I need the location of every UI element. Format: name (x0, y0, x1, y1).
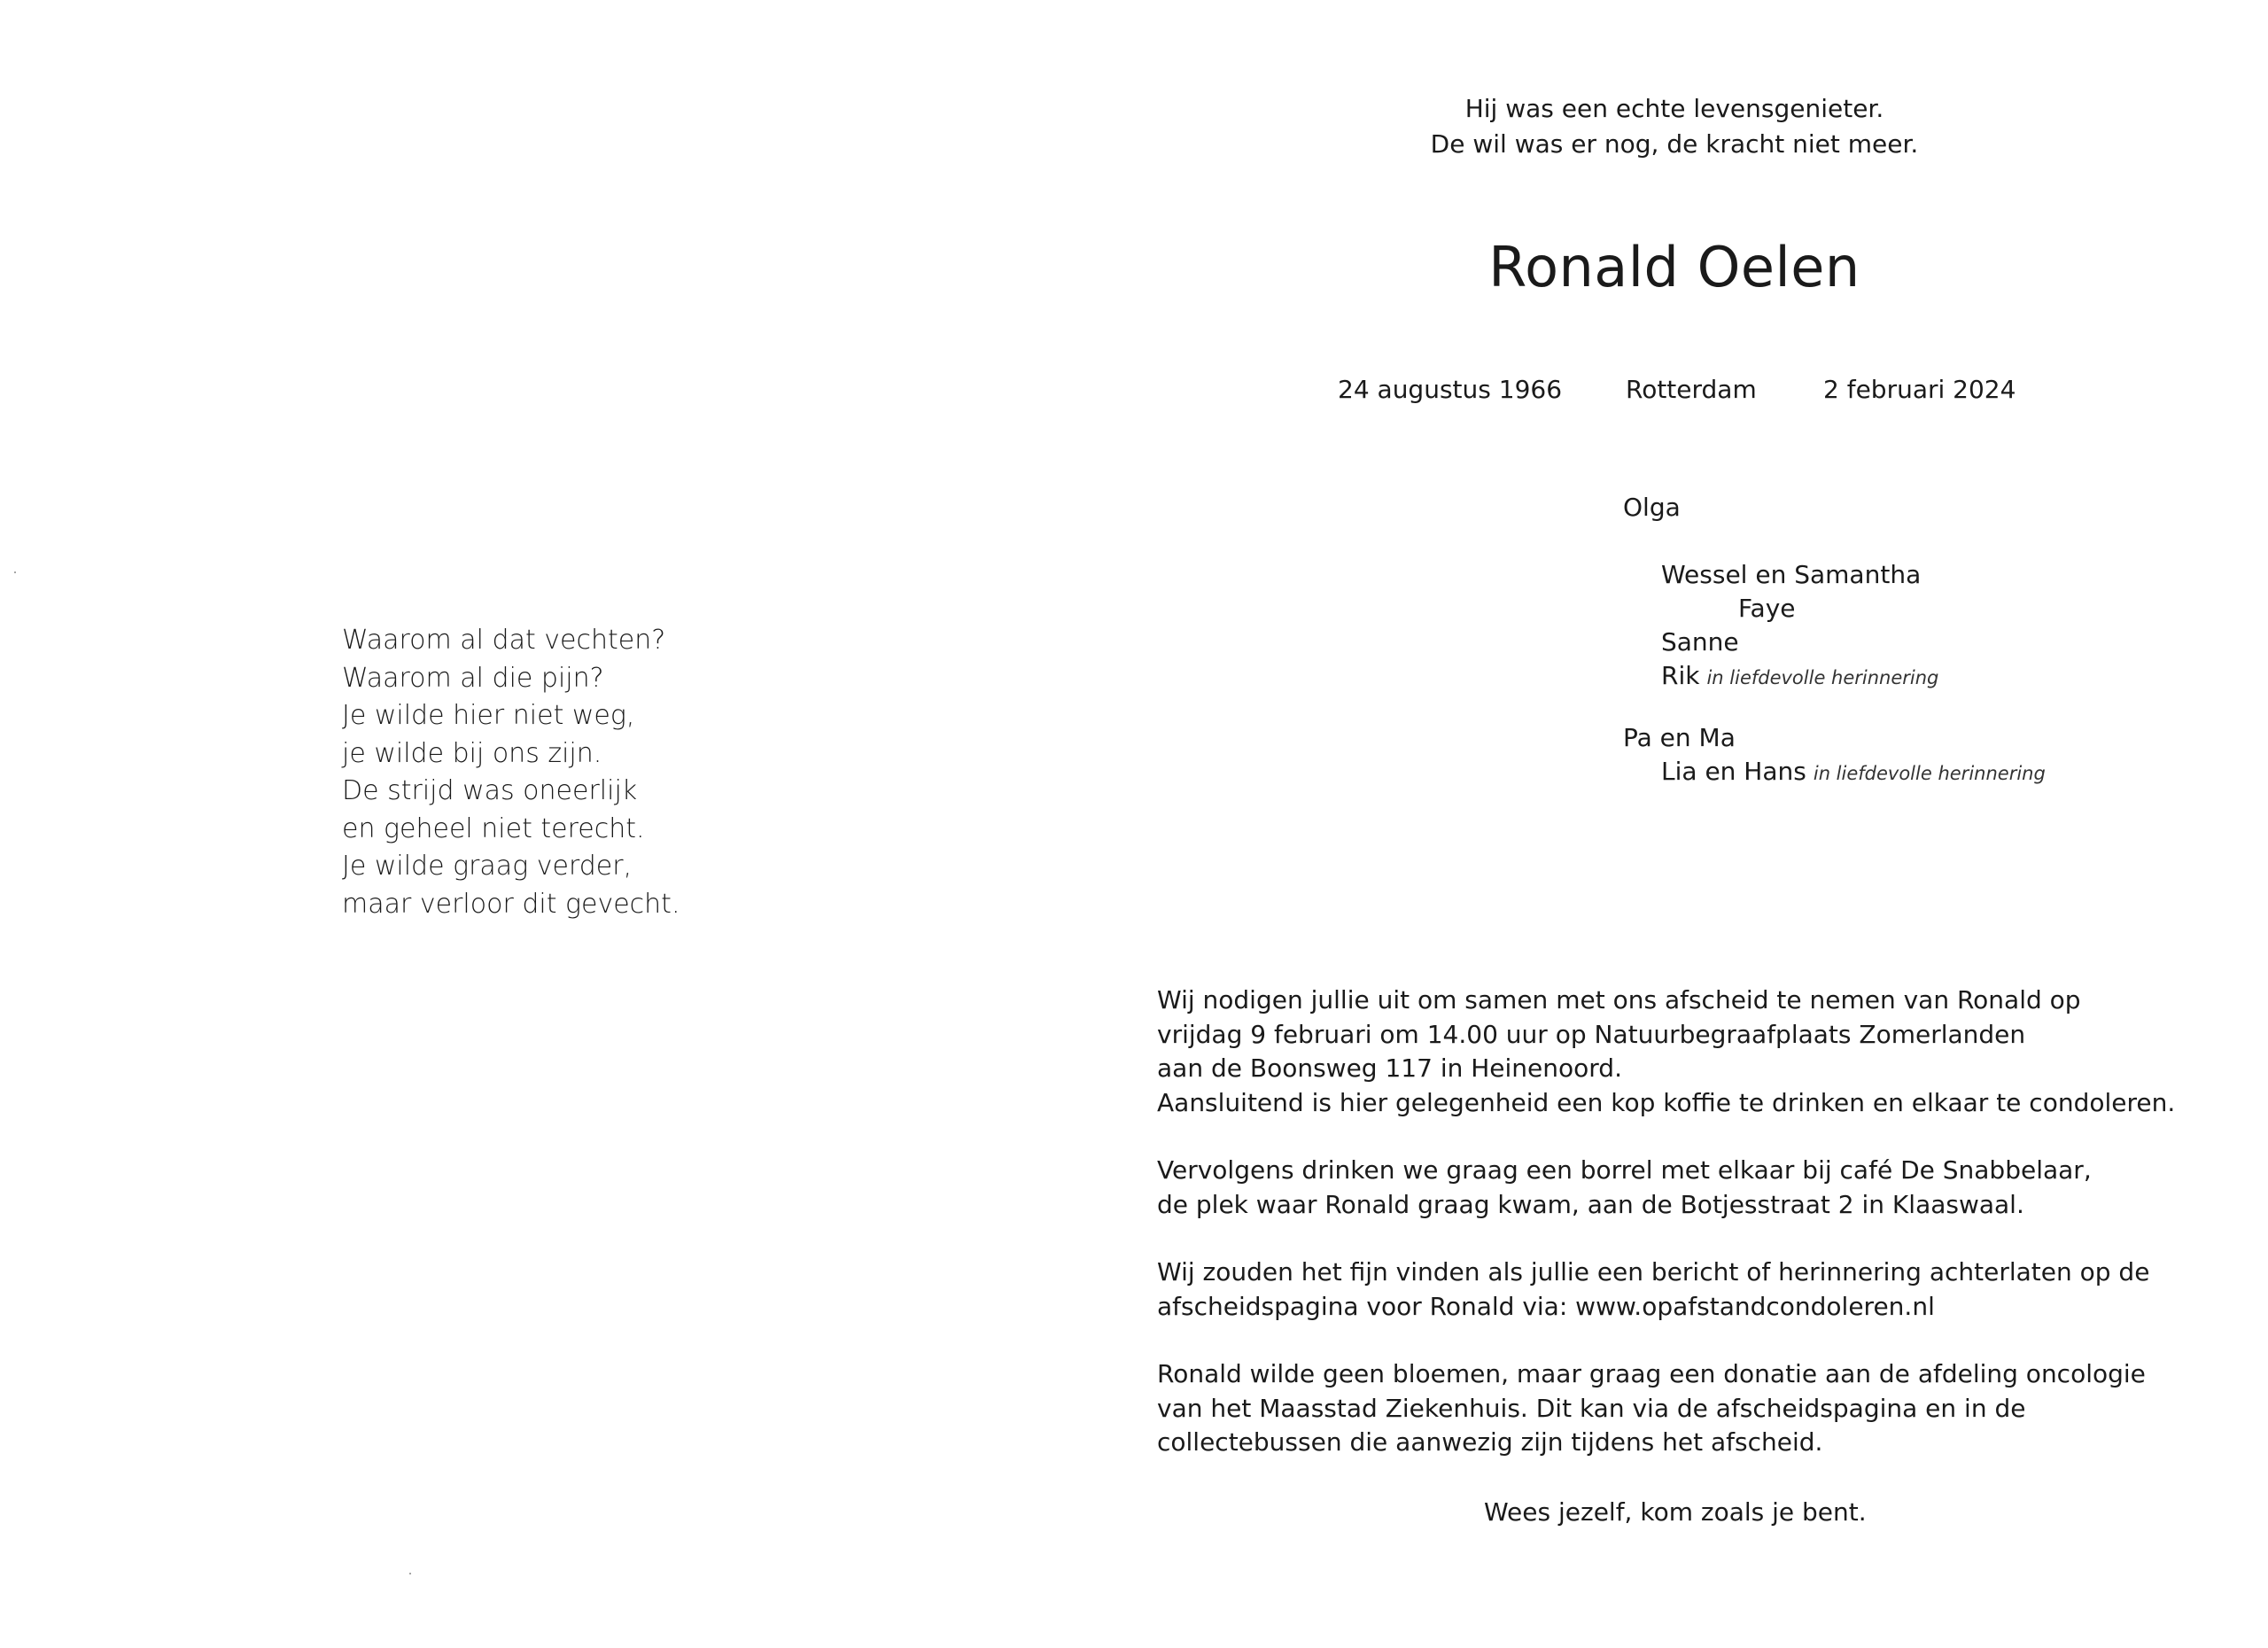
announcement-line: vrijdag 9 februari om 14.00 uur op Natuurbegraafplaats Zomerlanden (1157, 1019, 2026, 1049)
death-date: 2 februari 2024 (1823, 375, 2016, 404)
announcement-line: Ronald wilde geen bloemen, maar graag een donatie aan de afdeling oncologie (1157, 1359, 2146, 1388)
family-sanne: Sanne (1661, 627, 1739, 657)
announcement-line: afscheidspagina voor Ronald via: www.opafstandcondoleren.nl (1157, 1291, 1935, 1321)
place: Rotterdam (1626, 375, 1757, 404)
announcement-paragraph (1157, 1255, 2175, 1324)
scan-speck (14, 571, 16, 573)
poem-line: De strijd was oneerlijk (342, 775, 638, 806)
poem-line: Waarom al dat vechten? (342, 625, 666, 656)
family-faye: Faye (1738, 594, 1796, 623)
birth-date: 24 augustus 1966 (1338, 375, 1563, 404)
closing-line: Wees jezelf, kom zoals je bent. (1484, 1497, 1867, 1527)
motto-line: De wil was er nog, de kracht niet meer. (1430, 129, 1919, 159)
poem-line: en geheel niet terecht. (342, 812, 645, 844)
announcement-line: van het Maasstad Ziekenhuis. Dit kan via de afscheidspagina en in de (1157, 1393, 2026, 1423)
announcement (1157, 983, 2175, 1494)
family-rik-note: in liefdevolle herinnering (1706, 667, 1939, 688)
scan-speck (409, 1573, 411, 1574)
family-rik-name: Rik (1661, 661, 1700, 690)
poem-line: Je wilde graag verder, (342, 851, 633, 882)
family-lia-hans-name: Lia en Hans (1661, 757, 1806, 786)
family-rik (1661, 659, 1938, 695)
poem-line: je wilde bij ons zijn. (342, 737, 602, 769)
announcement-line: Vervolgens drinken we graag een borrel met elkaar bij café De Snabbelaar, (1157, 1155, 2092, 1185)
announcement-paragraph (1157, 1154, 2175, 1222)
announcement-line: aan de Boonsweg 117 in Heinenoord. (1157, 1053, 1622, 1083)
announcement-line: Wij zouden het fijn vinden als jullie een bericht of herinnering achterlaten op de (1157, 1257, 2150, 1287)
family-pa-ma: Pa en Ma (1623, 723, 1736, 752)
poem-line: Waarom al die pijn? (342, 662, 604, 694)
deceased-name: Ronald Oelen (1488, 235, 1860, 299)
announcement-paragraph (1157, 1357, 2175, 1460)
announcement-line: Wij nodigen jullie uit om samen met ons afscheid te nemen van Ronald op (1157, 985, 2081, 1014)
announcement-line: Aansluitend is hier gelegenheid een kop koffie te drinken en elkaar te condoleren. (1157, 1087, 2176, 1117)
motto-line: Hij was een echte levensgenieter. (1464, 94, 1884, 123)
family-lia-hans-note: in liefdevolle herinnering (1813, 763, 2046, 784)
motto (1285, 91, 2064, 162)
announcement-paragraph (1157, 983, 2175, 1120)
poem (342, 622, 680, 923)
poem-line: maar verloor dit gevecht. (342, 888, 680, 920)
poem-line: Je wilde hier niet weg, (342, 700, 635, 731)
family-lia-hans (1661, 755, 2046, 790)
announcement-line: collectebussen die aanwezig zijn tijdens het afscheid. (1157, 1427, 1823, 1457)
family-olga: Olga (1623, 493, 1681, 522)
announcement-line: de plek waar Ronald graag kwam, aan de Botjesstraat 2 in Klaaswaal. (1157, 1189, 2024, 1219)
family-wessel: Wessel en Samantha (1661, 560, 1922, 589)
